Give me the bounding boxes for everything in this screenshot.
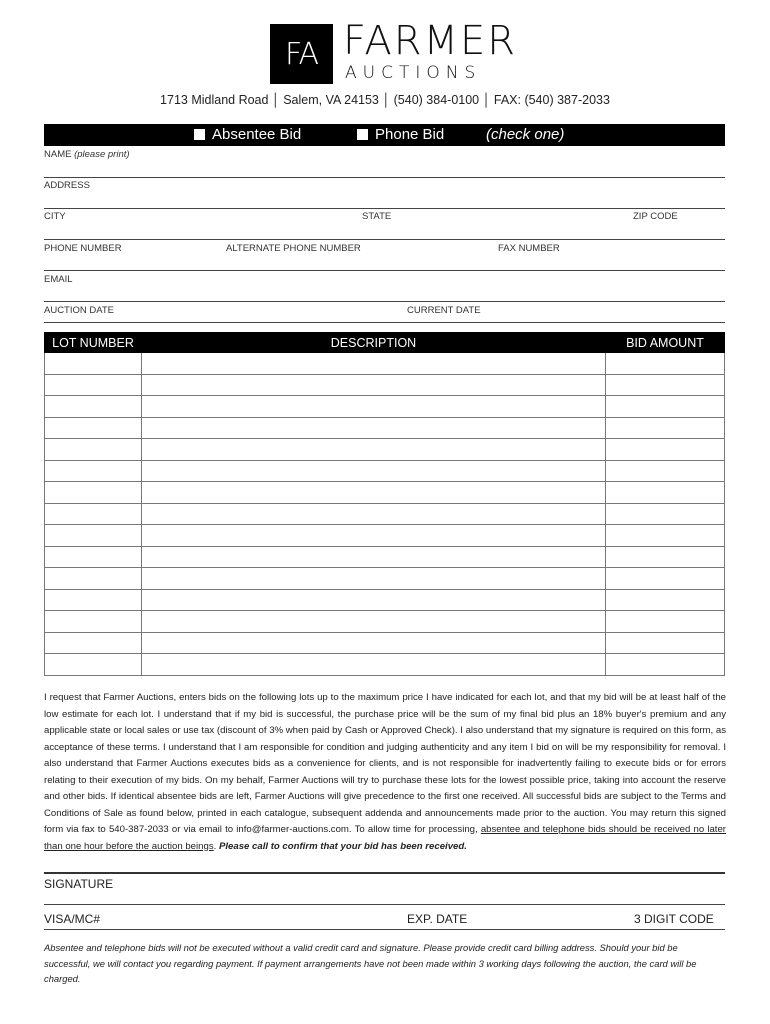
table-row [45, 353, 725, 375]
table-row [45, 611, 725, 633]
terms-text: I request that Farmer Auctions, enters bids on the following lots up to the maximum price I have indicated for each lot, and that my bid will be at least half of the low estimate for each lot. I understand that if my bid is successful, the purchase price will be the sum of my final bid plus an 18% buyer's premium and any applicable state or local sales or use tax (discount of 3% when paid by Cash or Approved Check). I also understand that my signature is required on this form, as acceptance of these terms. I understand that I am responsible for condition and judging authenticity and any item I bid on will be my responsibility for removal. I also understand that Farmer Auctions executes bids as a convenience for clients, and is not responsible for inadvertently failing to execute bids or for errors relating to their execution of my bids. On my behalf, Farmer Auctions will try to purchase these lots for the lowest possible price, taking into account the reserve and other bids. If identical absentee bids are left, Farmer Auctions will give precedence to the first one received. All successful bids are subject to the Terms and Conditions of Sale as found below, printed in each catalogue, subsequent addenda and announcements made prior to the auction. You may return this signed form via fax to 540-387-2033 or via email to info@farmer-auctions.com. To allow time for processing, [44, 692, 726, 835]
lot-number-header: LOT NUMBER [45, 333, 142, 353]
lot-number-cell[interactable] [45, 654, 142, 676]
bid-amount-cell[interactable] [606, 611, 725, 633]
name-label: NAME [44, 149, 72, 160]
dates-field[interactable] [44, 322, 725, 323]
fax-label: FAX NUMBER [498, 243, 560, 254]
footer-note: Absentee and telephone bids will not be executed without a valid credit card and signature. Please provide credit card billing address. Should your bid be successful, we will contact you regarding payment. If payment arrangements have not been made within 3 working days following the auction, the card will be charged. [44, 942, 697, 984]
check-one-note: (check one) [486, 126, 565, 143]
phone-label: Phone Bid [375, 126, 445, 143]
bid-amount-cell[interactable] [606, 546, 725, 568]
bid-amount-cell[interactable] [606, 374, 725, 396]
lot-number-cell[interactable] [45, 589, 142, 611]
lot-number-cell[interactable] [45, 611, 142, 633]
lot-number-cell[interactable] [45, 460, 142, 482]
logo-name: FARMER [343, 18, 518, 64]
phone-field[interactable] [44, 270, 725, 271]
email-field[interactable] [44, 301, 725, 302]
description-cell[interactable] [142, 654, 606, 676]
lots-body [45, 353, 725, 676]
name-field-label [44, 149, 130, 160]
description-header: DESCRIPTION [142, 333, 606, 353]
lot-number-cell[interactable] [45, 568, 142, 590]
table-row [45, 417, 725, 439]
description-cell[interactable] [142, 589, 606, 611]
alt-phone-label: ALTERNATE PHONE NUMBER [226, 243, 361, 254]
email-label: EMAIL [44, 274, 73, 285]
description-cell[interactable] [142, 353, 606, 375]
terms-period: . [213, 840, 219, 852]
city-label: CITY [44, 211, 66, 222]
description-cell[interactable] [142, 396, 606, 418]
bid-amount-cell[interactable] [606, 460, 725, 482]
lot-number-cell[interactable] [45, 503, 142, 525]
signature-top-rule [44, 872, 725, 874]
absentee-bid-option[interactable] [194, 126, 301, 143]
bid-amount-cell[interactable] [606, 353, 725, 375]
phone-checkbox[interactable] [357, 129, 368, 140]
description-cell[interactable] [142, 460, 606, 482]
lots-table [44, 332, 725, 676]
lot-number-cell[interactable] [45, 525, 142, 547]
table-row [45, 589, 725, 611]
exp-date-label: EXP. DATE [407, 912, 468, 926]
cvv-label: 3 DIGIT CODE [634, 912, 714, 926]
table-row [45, 546, 725, 568]
table-row [45, 525, 725, 547]
zip-label: ZIP CODE [633, 211, 678, 222]
bid-amount-cell[interactable] [606, 396, 725, 418]
address-field[interactable] [44, 208, 725, 209]
description-cell[interactable] [142, 632, 606, 654]
state-label: STATE [362, 211, 392, 222]
current-date-label: CURRENT DATE [407, 305, 481, 316]
contact-line: 1713 Midland Road │ Salem, VA 24153 │ (540) 384-0100 │ FAX: (540) 387-2033 [160, 93, 610, 107]
table-row [45, 396, 725, 418]
logo-mark: FA [270, 24, 333, 84]
lot-number-cell[interactable] [45, 374, 142, 396]
card-field[interactable] [44, 929, 725, 930]
name-field[interactable] [44, 177, 725, 178]
table-row [45, 374, 725, 396]
table-row [45, 503, 725, 525]
bid-amount-cell[interactable] [606, 503, 725, 525]
lot-number-cell[interactable] [45, 396, 142, 418]
absentee-checkbox[interactable] [194, 129, 205, 140]
signature-field[interactable] [44, 904, 725, 905]
terms-emphasis: Please call to confirm that your bid has been received. [218, 840, 467, 852]
bid-amount-cell[interactable] [606, 482, 725, 504]
bid-amount-cell[interactable] [606, 589, 725, 611]
terms-paragraph [44, 690, 726, 855]
auction-date-label: AUCTION DATE [44, 305, 115, 316]
table-row [45, 439, 725, 461]
description-cell[interactable] [142, 525, 606, 547]
card-label: VISA/MC# [44, 912, 101, 926]
absentee-label: Absentee Bid [212, 126, 302, 143]
description-cell[interactable] [142, 439, 606, 461]
bid-amount-cell[interactable] [606, 525, 725, 547]
table-row [45, 568, 725, 590]
bid-amount-cell[interactable] [606, 654, 725, 676]
lot-number-cell[interactable] [45, 439, 142, 461]
description-cell[interactable] [142, 611, 606, 633]
bid-amount-cell[interactable] [606, 568, 725, 590]
table-row [45, 654, 725, 676]
table-row [45, 460, 725, 482]
lot-number-cell[interactable] [45, 482, 142, 504]
lot-number-cell[interactable] [45, 632, 142, 654]
lot-number-cell[interactable] [45, 353, 142, 375]
phone-label-text: PHONE NUMBER [44, 243, 122, 254]
phone-bid-option[interactable] [357, 126, 444, 143]
bid-amount-cell[interactable] [606, 439, 725, 461]
lot-number-cell[interactable] [45, 546, 142, 568]
description-cell[interactable] [142, 374, 606, 396]
description-cell[interactable] [142, 503, 606, 525]
signature-label: SIGNATURE [44, 877, 114, 891]
description-cell[interactable] [142, 482, 606, 504]
bid-amount-cell[interactable] [606, 417, 725, 439]
name-note: (please print) [74, 149, 130, 160]
bid-type-bar [44, 124, 725, 146]
logo-subtitle: AUCTIONS [345, 63, 482, 83]
description-cell[interactable] [142, 417, 606, 439]
city-state-zip-field[interactable] [44, 239, 725, 240]
bid-amount-header: BID AMOUNT [606, 333, 725, 353]
terms-underlined: absentee and telephone bids should be received no later than one hour before the auction beings [44, 824, 726, 852]
address-label: ADDRESS [44, 180, 90, 191]
bid-amount-cell[interactable] [606, 632, 725, 654]
description-cell[interactable] [142, 546, 606, 568]
table-row [45, 482, 725, 504]
lot-number-cell[interactable] [45, 417, 142, 439]
table-row [45, 632, 725, 654]
description-cell[interactable] [142, 568, 606, 590]
